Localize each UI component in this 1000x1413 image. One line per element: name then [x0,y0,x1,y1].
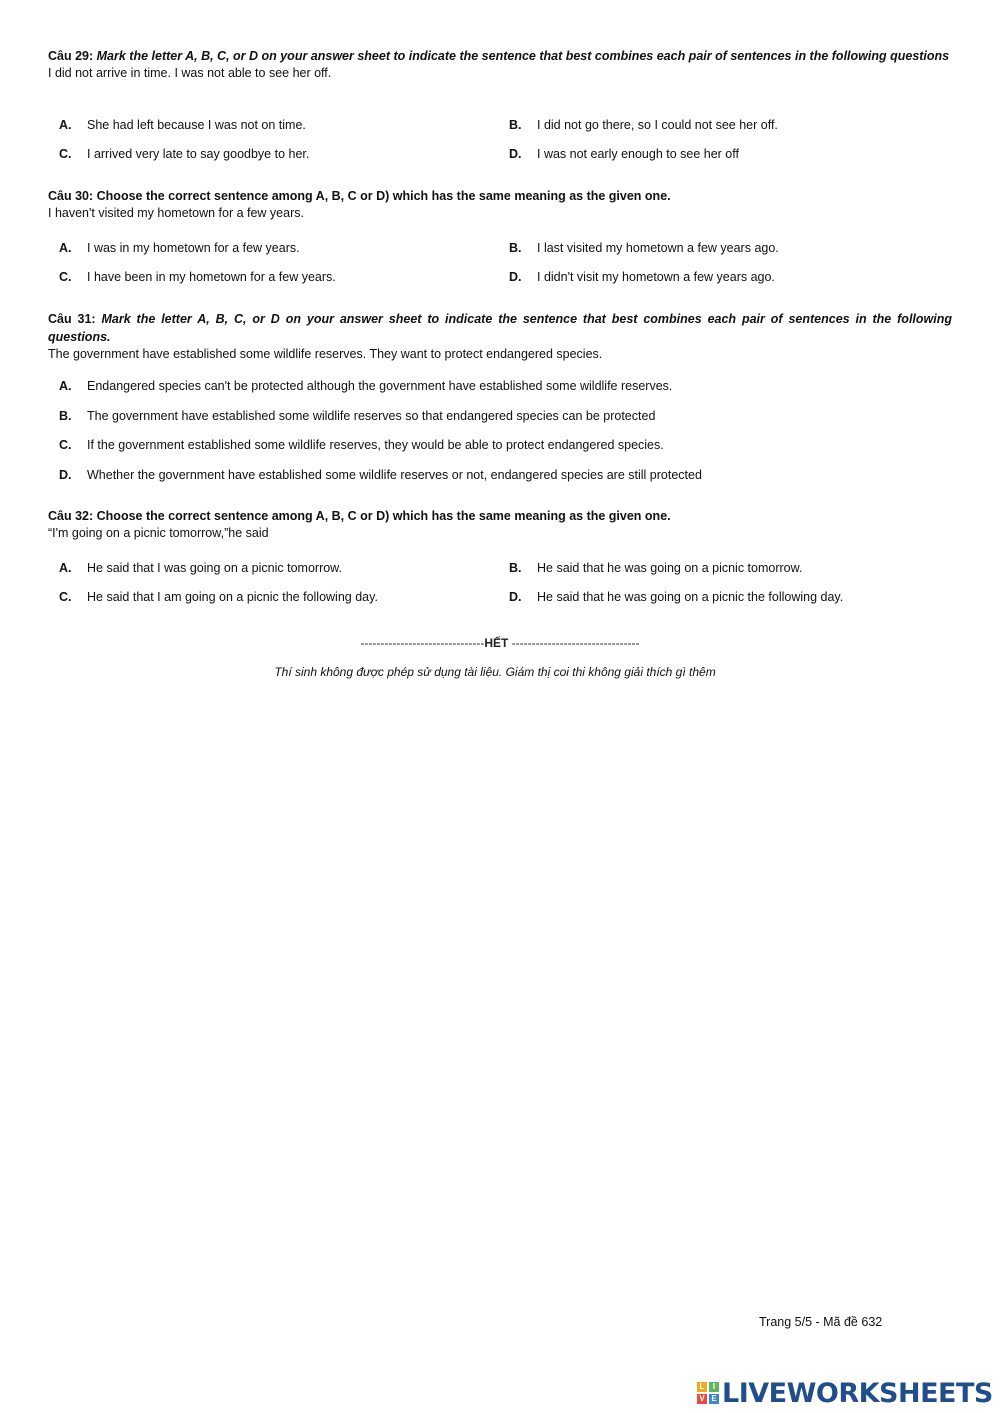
question-29-stem [48,47,952,65]
option-text: I have been in my hometown for a few years. [87,270,336,284]
logo-mark-e: E [709,1394,719,1404]
logo-text: LIVEWORKSHEETS [722,1377,993,1409]
question-29 [48,47,952,82]
question-instruction: Choose the correct sentence among A, B, C or D) which has the same meaning as the given one. [96,189,671,203]
option-text: Endangered species can't be protected although the government have established some wildlife reserves. [87,379,673,393]
option-text: I was not early enough to see her off [537,147,739,161]
question-number: Câu 29: [48,49,94,63]
logo-mark-icon [697,1382,719,1404]
option-text: He said that I was going on a picnic tomorrow. [87,561,342,575]
question-32 [48,507,952,542]
question-30 [48,187,952,222]
option-letter: A. [59,379,72,393]
given-sentence: I did not arrive in time. I was not able to see her off. [48,66,332,80]
logo-mark-v: V [697,1394,707,1404]
question-instruction: Mark the letter A, B, C, or D on your answer sheet to indicate the sentence that best combines each pair of sentences in the following questions. [48,312,952,344]
question-number: Câu 32: [48,509,94,523]
end-dashes-right: -------------------------------- [511,636,640,650]
end-marker [0,636,1000,650]
question-32-stem [48,507,952,525]
option-letter: C. [59,270,72,284]
exam-note: Thí sinh không được phép sử dụng tài liệu. Giám thị coi thi không giải thích gì thêm [274,665,716,679]
given-sentence: “I'm going on a picnic tomorrow,”he said [48,526,269,540]
end-label: HẾT [484,636,509,650]
option-text: I last visited my hometown a few years ago. [537,241,779,255]
option-letter: D. [59,468,72,482]
option-letter: A. [59,561,72,575]
option-text: He said that I am going on a picnic the following day. [87,590,378,604]
given-sentence: The government have established some wildlife reserves. They want to protect endangered species. [48,347,603,361]
option-letter: A. [59,118,72,132]
option-text: I was in my hometown for a few years. [87,241,300,255]
page-footer: Trang 5/5 - Mã đề 632 [759,1315,883,1329]
liveworksheets-logo [697,1376,993,1410]
question-number: Câu 31: [48,312,96,326]
option-letter: B. [509,241,522,255]
option-text: I arrived very late to say goodbye to her. [87,147,310,161]
question-instruction: Mark the letter A, B, C, or D on your answer sheet to indicate the sentence that best combines each pair of sentences in the following questions [96,49,950,63]
question-number: Câu 30: [48,189,94,203]
option-letter: A. [59,241,72,255]
question-instruction: Choose the correct sentence among A, B, C or D) which has the same meaning as the given one. [96,509,671,523]
option-letter: C. [59,438,72,452]
logo-mark-l: L [697,1382,707,1392]
option-letter: D. [509,270,522,284]
option-letter: B. [509,561,522,575]
question-31 [48,310,952,363]
given-sentence: I haven't visited my hometown for a few years. [48,206,304,220]
option-text: Whether the government have established some wildlife reserves or not, endangered species are still protected [87,468,702,482]
option-letter: C. [59,590,72,604]
option-text: If the government established some wildlife reserves, they would be able to protect endangered species. [87,438,664,452]
option-text: He said that he was going on a picnic the following day. [537,590,844,604]
option-letter: C. [59,147,72,161]
option-letter: D. [509,590,522,604]
option-letter: B. [59,409,72,423]
option-letter: B. [509,118,522,132]
option-text: She had left because I was not on time. [87,118,306,132]
question-30-stem [48,187,952,205]
question-31-stem [48,310,952,346]
option-text: I did not go there, so I could not see her off. [537,118,778,132]
end-dashes-left: ------------------------------- [360,636,485,650]
option-text: The government have established some wildlife reserves so that endangered species can be protected [87,409,656,423]
option-letter: D. [509,147,522,161]
option-text: He said that he was going on a picnic tomorrow. [537,561,803,575]
logo-mark-i: I [709,1382,719,1392]
option-text: I didn't visit my hometown a few years ago. [537,270,775,284]
